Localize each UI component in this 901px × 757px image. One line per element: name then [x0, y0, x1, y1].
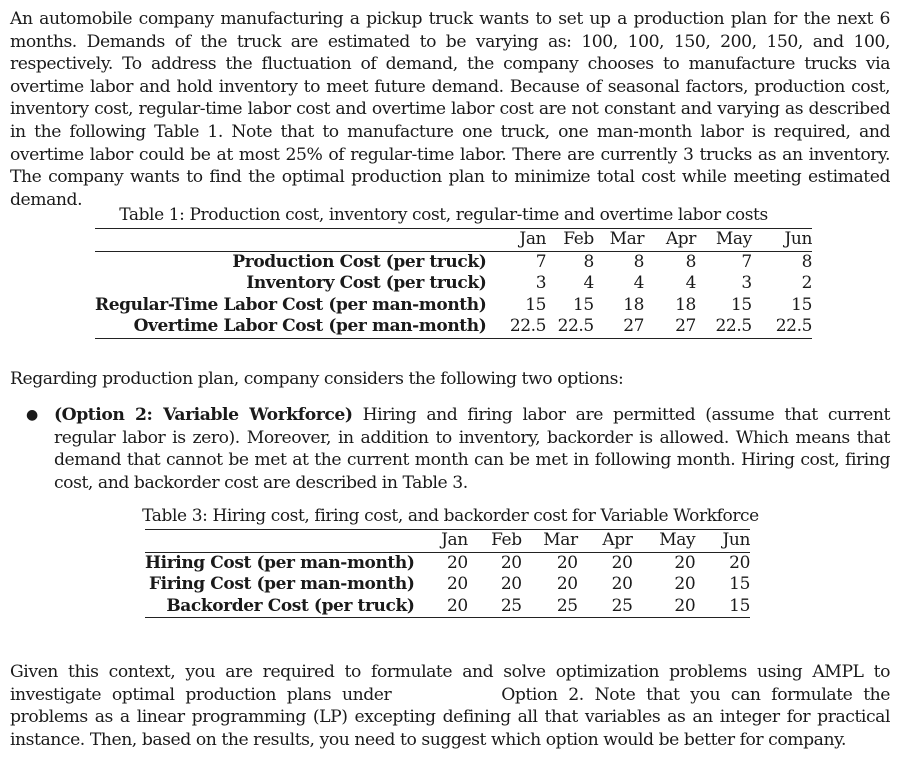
table1-header-blank [95, 229, 498, 252]
table3-header-row [145, 530, 750, 553]
table1-cell: 18 [623, 294, 645, 315]
table1 [95, 228, 812, 339]
table3-header-apr: Apr [602, 530, 633, 550]
table3-row-label: Backorder Cost (per truck) [166, 595, 415, 616]
bullet-icon: ● [26, 407, 39, 423]
table1-cell: 15 [730, 294, 752, 315]
options-block [10, 368, 890, 391]
table1-cell: 8 [583, 251, 594, 272]
table1-cell: 22.5 [775, 316, 812, 336]
table3-cell: 20 [674, 574, 696, 594]
table3-cell: 20 [674, 595, 696, 616]
table1-cell: 8 [685, 251, 696, 272]
table3-block [0, 505, 901, 616]
table3-row [145, 574, 750, 596]
table1-cell: 22.5 [509, 316, 547, 336]
table3-cell: 15 [729, 595, 750, 616]
table3-header-feb: Feb [491, 530, 522, 550]
table3-cell: 20 [556, 552, 578, 573]
table1-cell: 18 [675, 294, 696, 315]
table3-header-jun: Jun [722, 530, 750, 550]
table1-cell: 4 [633, 273, 645, 293]
table3-caption: Table 3: Hiring cost, firing cost, and backorder cost for Variable Workforce [142, 506, 759, 526]
closing-block [10, 661, 890, 751]
table3-cell: 20 [500, 574, 522, 594]
table1-row-label: Overtime Labor Cost (per man-month) [133, 316, 487, 336]
table3-row [145, 596, 750, 618]
document-page [10, 8, 890, 211]
table1-header-apr: Apr [665, 229, 696, 249]
table3-cell: 20 [611, 552, 633, 573]
table3-cell: 20 [500, 552, 522, 573]
table1-cell: 8 [801, 251, 812, 272]
table1-cell: 4 [583, 273, 594, 293]
table3-cell: 20 [611, 574, 633, 594]
intro-paragraph: An automobile company manufacturing a pickup truck wants to set up a production plan for the next 6 months. Demands of the truck are estimated to be varying as: 100, 100, 150, 200, 150, and 100, respectively. To address the fluctuation of demand, the company chooses to manufacture trucks via overtime labor and hold inventory to meet future demand. Because of seasonal factors, production cost, inventory cost, regular-time labor cost and overtime labor cost are not constant and varying as described in the following Table 1. Note that to manufacture one truck, one man-month labor is required, and overtime labor could be at most 25% of regular-time labor. There are currently 3 trucks as an inventory. The company wants to find the optimal production plan to minimize total cost while meeting estimated demand. [10, 9, 890, 210]
table1-header-feb: Feb [563, 229, 594, 249]
table3-cell: 20 [446, 574, 468, 594]
table3-row-label: Firing Cost (per man-month) [149, 574, 415, 594]
table1-cell: 27 [623, 316, 645, 336]
table1-cell: 2 [801, 273, 812, 293]
table1-header-jun: Jun [784, 229, 812, 249]
table1-cell: 15 [573, 294, 594, 315]
table1-cell: 8 [633, 251, 645, 272]
closing-part2: Option 2. Note that you can formulate the problems as a linear programming (LP) excepting defining all that variables as an integer for practical instance. Then, based on the results, you need to suggest which option would be better for company. [10, 684, 890, 750]
table3-cell: 25 [500, 595, 522, 616]
closing-paragraph [10, 661, 890, 751]
table1-row [95, 316, 812, 338]
table1-row [95, 295, 812, 317]
table3-row-label: Hiring Cost (per man-month) [145, 552, 415, 573]
table3-row [145, 552, 750, 574]
table1-cell: 7 [741, 251, 752, 272]
table1-header-row [95, 229, 812, 252]
table3 [145, 529, 750, 618]
option2-item [10, 404, 890, 494]
table3-header-jan: Jan [441, 530, 468, 550]
table3-cell: 20 [556, 574, 578, 594]
option2-title: (Option 2: Variable Workforce) [54, 405, 353, 425]
options-intro: Regarding production plan, company considers the following two options: [10, 369, 624, 389]
table1-row-label: Production Cost (per truck) [232, 251, 487, 272]
table1-header-jan: Jan [519, 229, 547, 249]
table3-cell: 20 [729, 552, 750, 573]
table3-header-mar: Mar [543, 530, 578, 550]
option2-body: Hiring and firing labor are permitted (assume that current regular labor is zero). Moreover, in addition to inventory, backorder is allowed. Which means that demand that cannot be met at the current month can be met in following month. Hiring cost, firing cost, and backorder cost are described in Table 3. [54, 405, 890, 493]
table1-cell: 22.5 [557, 316, 594, 336]
table1-caption: Table 1: Production cost, inventory cost, regular-time and overtime labor costs [119, 205, 768, 225]
table3-cell: 20 [446, 552, 468, 573]
option2-text [54, 404, 890, 494]
table1-header-may: May [715, 229, 752, 249]
table1-row [95, 273, 812, 295]
table1-cell: 4 [685, 273, 696, 293]
table1-cell: 15 [525, 294, 547, 315]
table1-cell: 22.5 [715, 316, 752, 336]
table1-cell: 3 [741, 273, 752, 293]
table3-cell: 25 [611, 595, 633, 616]
table3-cell: 25 [556, 595, 578, 616]
table1-row-label: Regular-Time Labor Cost (per man-month) [95, 294, 487, 315]
table3-cell: 20 [446, 595, 468, 616]
table3-header-may: May [659, 530, 696, 550]
table3-header-blank [145, 530, 427, 553]
table3-cell: 20 [674, 552, 696, 573]
table1-header-mar: Mar [609, 229, 645, 249]
table1-row-label: Inventory Cost (per truck) [246, 273, 487, 293]
table1-cell: 27 [675, 316, 696, 336]
table1-cell: 3 [535, 273, 547, 293]
table1-cell: 7 [535, 251, 547, 272]
table1-row [95, 251, 812, 273]
table1-block [0, 204, 901, 336]
table1-cell: 15 [791, 294, 812, 315]
table3-cell: 15 [729, 574, 750, 594]
closing-part1: Given this context, you are required to formulate and solve optimization problems using AMPL to investigate optimal production plans under [10, 662, 890, 705]
